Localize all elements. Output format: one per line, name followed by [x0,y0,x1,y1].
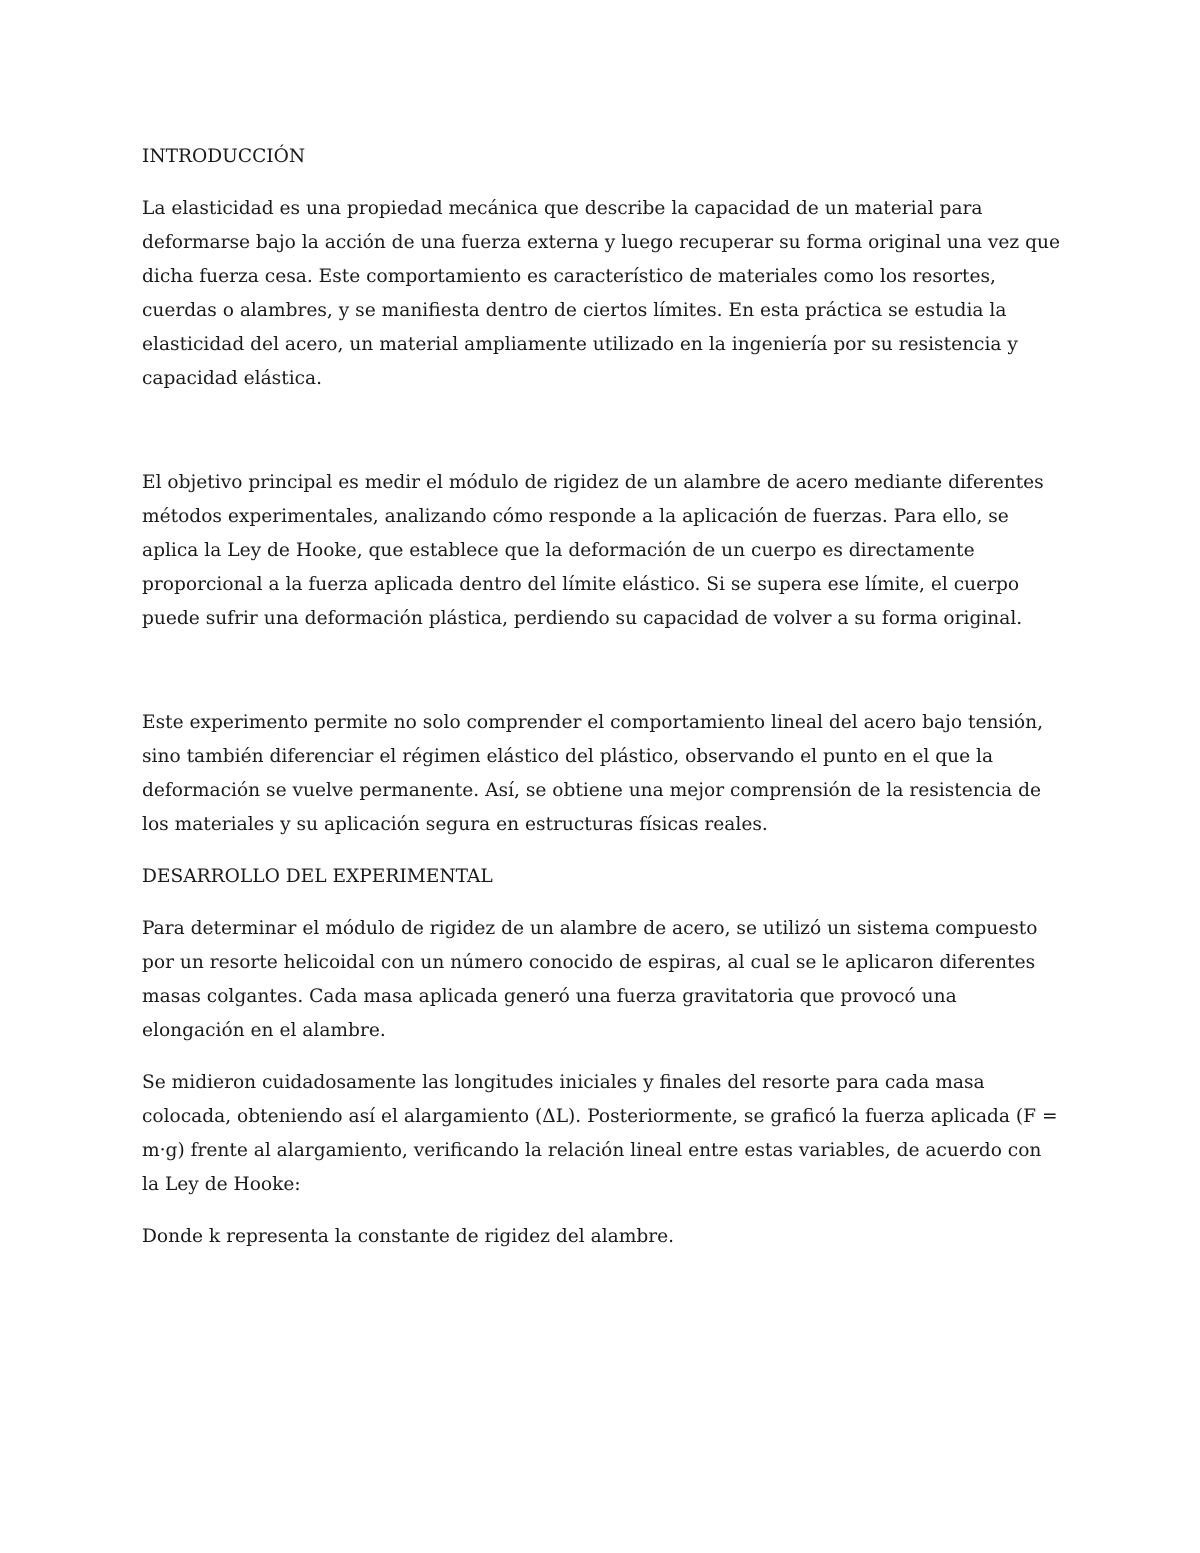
paragraph-intro-2: El objetivo principal es medir el módulo de rigidez de un alambre de acero mediante diferentes métodos experimentales, analizando cómo responde a la aplicación de fuerzas. Para ello, se aplica la Ley de Hooke, que establece que la deformación de un cuerpo es directamente proporcional a la fuerza aplicada dentro del límite elástico. Si se supera ese límite, el cuerpo puede sufrir una deformación plástica, perdiendo su capacidad de volver a su forma original. [142,472,1044,629]
spacer [142,842,1062,860]
paragraph-desarrollo-1: Para determinar el módulo de rigidez de un alambre de acero, se utilizó un sistema compuesto por un resorte helicoidal con un número conocido de espiras, al cual se le aplicaron diferentes masas colgantes. Cada masa aplicada generó una fuerza gravitatoria que provocó una elongación en el alambre. [142,918,1038,1041]
spacer [142,1202,1062,1220]
spacer [142,636,1062,706]
spacer [142,894,1062,912]
section-heading-introduccion: INTRODUCCIÓN [142,146,306,167]
paragraph-intro-3: Este experimento permite no solo comprender el comportamiento lineal del acero bajo tensión, sino también diferenciar el régimen elástico del plástico, observando el punto en el que la deformación se vuelve permanente. Así, se obtiene una mejor comprensión de la resistencia de los materiales y su aplicación segura en estructuras físicas reales. [142,712,1043,835]
paragraph-intro-1: La elasticidad es una propiedad mecánica que describe la capacidad de un material para deformarse bajo la acción de una fuerza externa y luego recuperar su forma original una vez que dicha fuerza cesa. Este comportamiento es característico de materiales como los resortes, cuerdas o alambres, y se manifiesta dentro de ciertos límites. En esta práctica se estudia la elasticidad del acero, un material ampliamente utilizado en la ingeniería por su resistencia y capacidad elástica. [142,198,1060,389]
paragraph-desarrollo-3: Donde k representa la constante de rigidez del alambre. [142,1226,675,1247]
spacer [142,174,1062,192]
document-page [142,140,1062,1254]
paragraph-desarrollo-2: Se midieron cuidadosamente las longitudes iniciales y finales del resorte para cada masa colocada, obteniendo así el alargamiento (ΔL). Posteriormente, se graficó la fuerza aplicada (F = m·g) frente al alargamiento, verificando la relación lineal entre estas variables, de acuerdo con la Ley de Hooke: [142,1072,1058,1195]
spacer [142,1048,1062,1066]
spacer [142,396,1062,466]
section-heading-desarrollo: DESARROLLO DEL EXPERIMENTAL [142,866,493,887]
